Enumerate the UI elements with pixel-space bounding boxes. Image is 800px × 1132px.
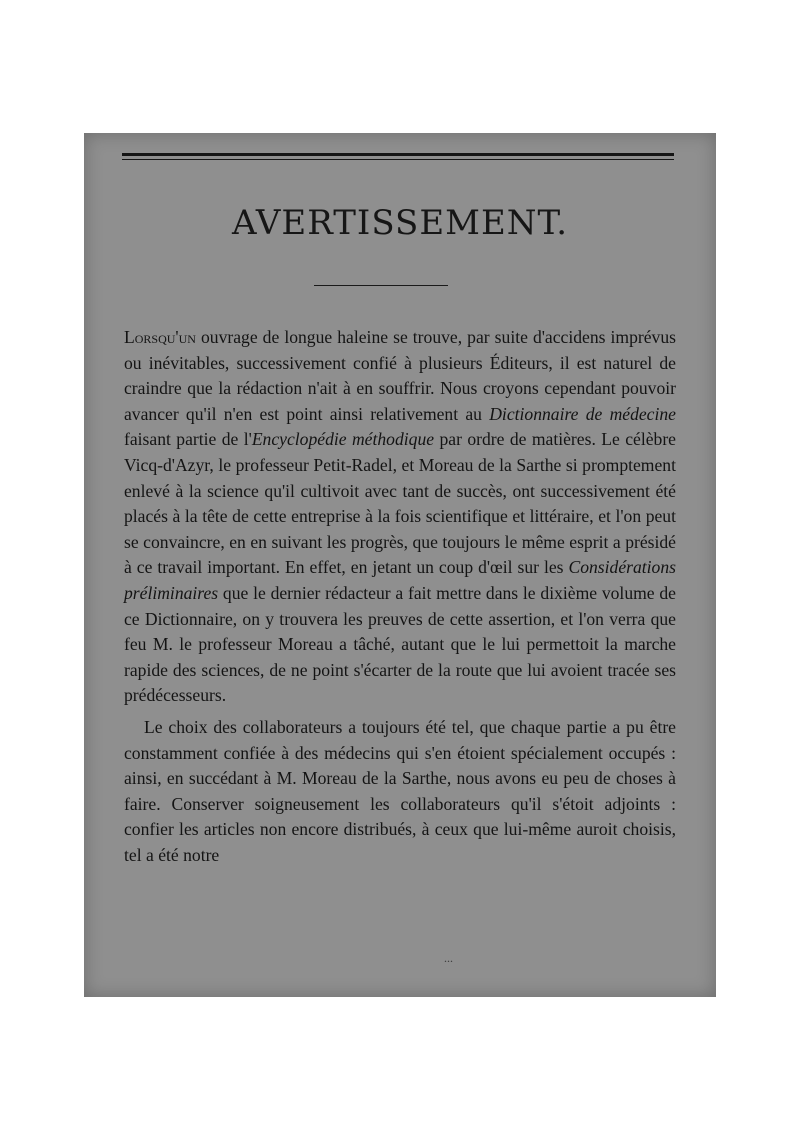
italic-title-considerations: Considérations préliminaires xyxy=(124,557,676,603)
para1-text-4: que le dernier rédacteur a fait mettre dans le dixième volume de ce Dictionnaire, on y trouvera les preuves de cette assertion, et l'on verra que feu M. le professeur Moreau a tâché, autant que le lui permettoit la marche rapide des sciences, de ne point s'écarter de la route que lui avoient tracée ses prédécesseurs. xyxy=(124,582,676,706)
lead-word: Lorsqu'un xyxy=(124,327,196,347)
title-underline-rule xyxy=(314,285,448,286)
body-text xyxy=(124,325,676,868)
italic-title-dictionnaire: Dictionnaire de médecine xyxy=(489,403,676,424)
para1-text-3: par ordre de matières. Le célèbre Vicq-d'Azyr, le professeur Petit-Radel, et Moreau de la Sarthe si promptement enlevé à la science qu'il cultivoit avec tant de succès, ont successivement été placés à la tête de cette entreprise à la fois scientifique et littéraire, et l'on peut se convaincre, en en suivant les progrès, que toujours le même esprit a présidé à ce travail important. En effet, en jetant un coup d'œil sur les xyxy=(124,429,676,578)
footer-mark: ... xyxy=(444,951,453,965)
scanned-page xyxy=(84,133,716,997)
para1-text-2: faisant partie de l' xyxy=(124,429,252,450)
para1-text-1: ouvrage de longue haleine se trouve, par suite d'accidens imprévus ou inévitables, successivement confié à plusieurs Éditeurs, il est naturel de craindre que la rédaction n'ait à en souffrir. Nous croyons cependant pouvoir avancer qu'il n'en est point ainsi relativement au xyxy=(124,327,676,424)
top-double-rule xyxy=(122,153,674,160)
paragraph-2: Le choix des collaborateurs a toujours été tel, que chaque partie a pu être constamment confiée à des médecins qui s'en étoient spécialement occupés : ainsi, en succédant à M. Moreau de la Sarthe, nous avons eu peu de choses à faire. Conserver soigneusement les collaborateurs qu'il s'étoit adjoints : confier les articles non encore distribués, à ceux que lui-même auroit choisis, tel a été notre xyxy=(124,716,676,865)
paragraph-1 xyxy=(124,325,676,709)
italic-title-encyclopedie: Encyclopédie méthodique xyxy=(251,429,435,450)
page-title: AVERTISSEMENT. xyxy=(231,203,569,243)
